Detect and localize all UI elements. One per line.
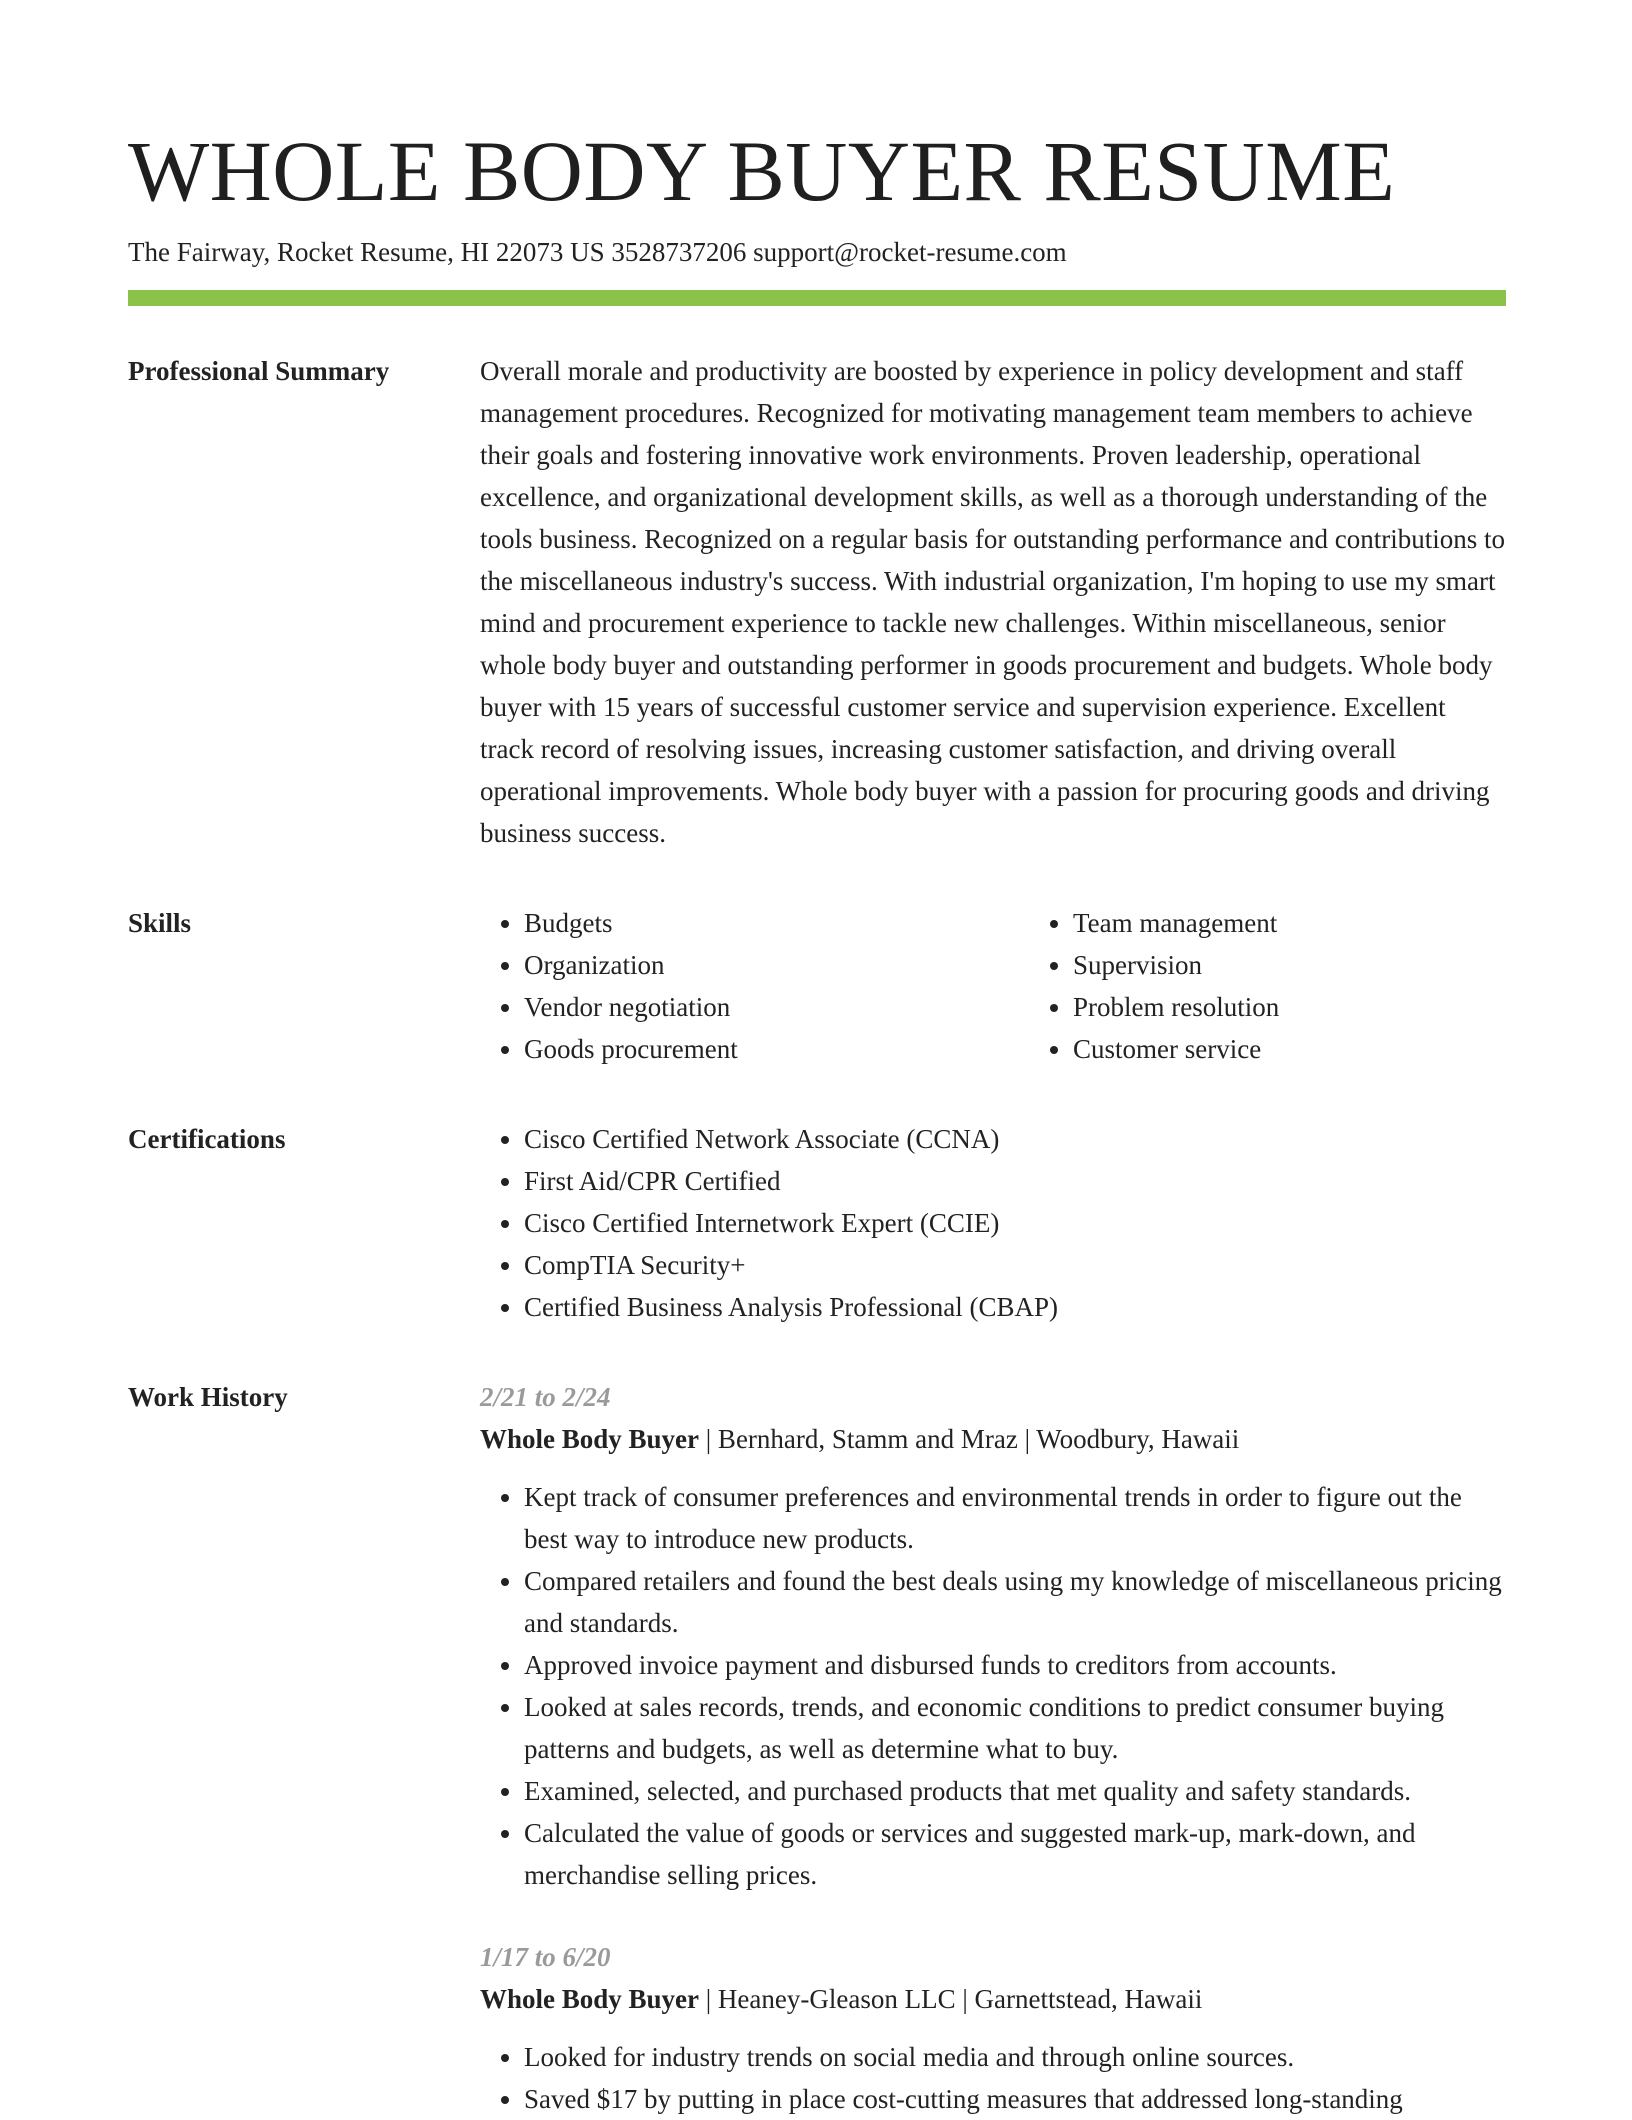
- certification-item: • Certified Business Analysis Professional (CBAP): [524, 1286, 1506, 1328]
- certifications-heading: Certifications: [128, 1124, 286, 1154]
- job-duty: • Calculated the value of goods or services and suggested mark-up, mark-down, and merchandise selling prices.: [524, 1812, 1506, 1896]
- job-duty: • Examined, selected, and purchased products that met quality and safety standards.: [524, 1770, 1506, 1812]
- job-employer-location: | Heaney-Gleason LLC | Garnettstead, Hawaii: [699, 1984, 1203, 2014]
- job-heading: [480, 1978, 1506, 2020]
- certifications-list: [480, 1118, 1506, 1328]
- certification-item: • First Aid/CPR Certified: [524, 1160, 1506, 1202]
- job-heading: [480, 1418, 1506, 1460]
- skill-item: • Problem resolution: [1073, 986, 1578, 1028]
- job-duty: • Kept track of consumer preferences and environmental trends in order to figure out the best way to introduce new products.: [524, 1476, 1506, 1560]
- job-duty: • Approved invoice payment and disbursed funds to creditors from accounts.: [524, 1644, 1506, 1686]
- job-title: Whole Body Buyer: [480, 1984, 700, 2014]
- skills-heading: Skills: [128, 908, 192, 938]
- skills-list-left: [480, 902, 1029, 1070]
- skill-item: • Organization: [524, 944, 1029, 986]
- job-title: Whole Body Buyer: [480, 1424, 700, 1454]
- summary-text: Overall morale and productivity are boosted by experience in policy development and staff management procedures. Recognized for motivating management team members to achieve their goals and fostering innovative work environments. Proven leadership, operational excellence, and organizational development skills, as well as a thorough understanding of the tools business. Recognized on a regular basis for outstanding performance and contributions to the miscellaneous industry's success. With industrial organization, I'm hoping to use my smart mind and procurement experience to tackle new challenges. Within miscellaneous, senior whole body buyer and outstanding performer in goods procurement and budgets. Whole body buyer with 15 years of successful customer service and supervision experience. Excellent track record of resolving issues, increasing customer satisfaction, and driving overall operational improvements. Whole body buyer with a passion for procuring goods and driving business success.: [480, 356, 1506, 848]
- certification-item: • Cisco Certified Internetwork Expert (CCIE): [524, 1202, 1506, 1244]
- contact-line: The Fairway, Rocket Resume, HI 22073 US 3528737206 support@rocket-resume.com: [128, 237, 1067, 267]
- job-duty: • Looked for industry trends on social media and through online sources.: [524, 2036, 1506, 2078]
- job-duty: • Saved $17 by putting in place cost-cutting measures that addressed long-standing: [524, 2078, 1506, 2120]
- resume-page: [128, 120, 1506, 2120]
- job-dates: 2/21 to 2/24: [480, 1382, 611, 1412]
- accent-divider: [128, 290, 1506, 306]
- skill-item: • Goods procurement: [524, 1028, 1029, 1070]
- job-dates: 1/17 to 6/20: [480, 1942, 611, 1972]
- skill-item: • Vendor negotiation: [524, 986, 1029, 1028]
- skill-item: • Supervision: [1073, 944, 1578, 986]
- job-duty: • Compared retailers and found the best deals using my knowledge of miscellaneous pricing and standards.: [524, 1560, 1506, 1644]
- skill-item: • Team management: [1073, 902, 1578, 944]
- job-duties-list: [480, 2036, 1506, 2120]
- work-history-heading: Work History: [128, 1382, 288, 1412]
- skill-item: • Customer service: [1073, 1028, 1578, 1070]
- job-employer-location: | Bernhard, Stamm and Mraz | Woodbury, Hawaii: [699, 1424, 1240, 1454]
- resume-title: WHOLE BODY BUYER RESUME: [128, 123, 1396, 219]
- job-duties-list: [480, 1476, 1506, 1896]
- skill-item: • Budgets: [524, 902, 1029, 944]
- work-history-section: [128, 1376, 1506, 2120]
- certification-item: • CompTIA Security+: [524, 1244, 1506, 1286]
- job-entry: [480, 1376, 1506, 1896]
- job-duty: • Looked at sales records, trends, and economic conditions to predict consumer buying patterns and budgets, as well as determine what to buy.: [524, 1686, 1506, 1770]
- certification-item: • Cisco Certified Network Associate (CCNA): [524, 1118, 1506, 1160]
- skills-section: [128, 902, 1506, 1070]
- summary-section: [128, 350, 1506, 854]
- job-entry: [480, 1936, 1506, 2120]
- certifications-section: [128, 1118, 1506, 1328]
- summary-heading: Professional Summary: [128, 356, 390, 386]
- skills-list-right: [1029, 902, 1578, 1070]
